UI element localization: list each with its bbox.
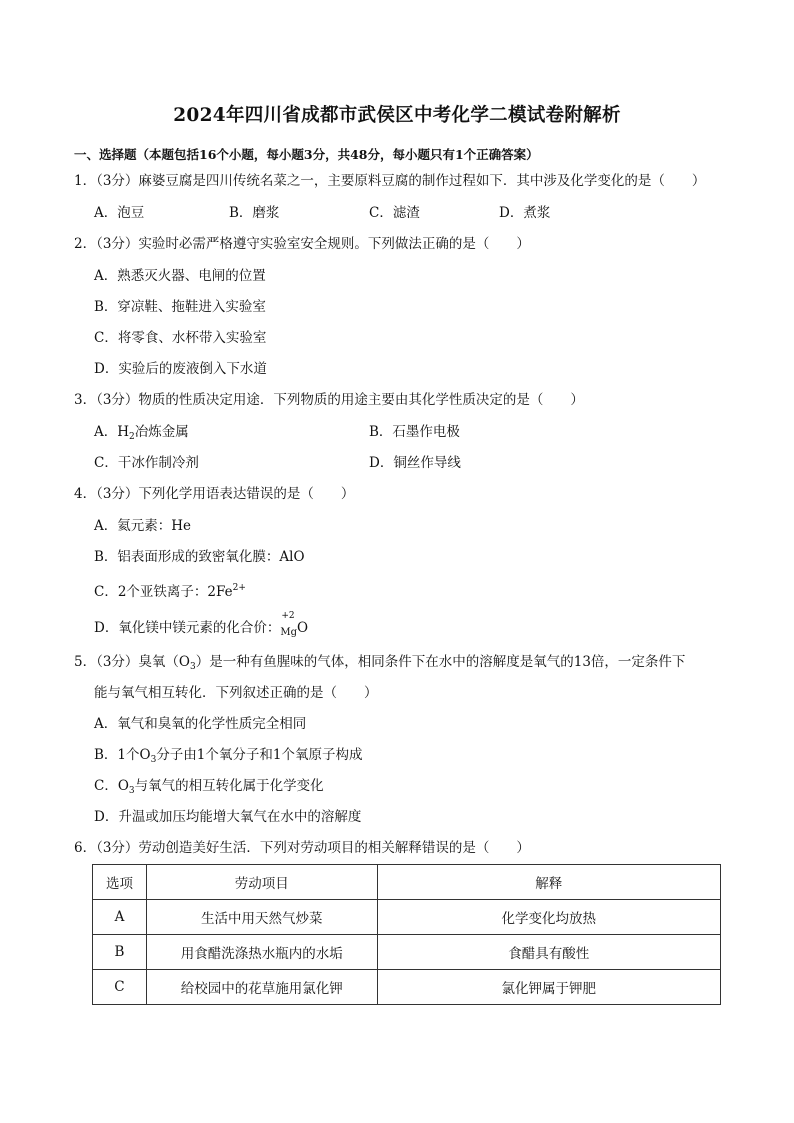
table-cell: A xyxy=(93,900,147,935)
question-2-option-d: D．实验后的废液倒入下水道 xyxy=(94,361,267,377)
question-2-option-b: B．穿凉鞋、拖鞋进入实验室 xyxy=(94,299,266,315)
page-title: 2024年四川省成都市武侯区中考化学二模试卷附解析 xyxy=(173,105,621,126)
question-3-option-d: D．铜丝作导线 xyxy=(369,455,461,471)
table-header-cell: 选项 xyxy=(93,865,147,900)
question-3-stem: 3．（3分）物质的性质决定用途．下列物质的用途主要由其化学性质决定的是（ ） xyxy=(74,392,584,408)
question-5-option-a: A．氧气和臭氧的化学性质完全相同 xyxy=(94,716,307,732)
question-5-stem-line2: 能与氧气相互转化．下列叙述正确的是（ ） xyxy=(94,685,378,701)
question-1-option-b: B．磨浆 xyxy=(229,205,280,221)
question-3-option-a: A．$H_2$冶炼金属 xyxy=(94,424,189,442)
question-3-option-c: C．干冰作制冷剂 xyxy=(94,455,199,471)
table-header-cell: 解释 xyxy=(377,865,720,900)
question-4-option-b: B．铝表面形成的致密氧化膜：AlO xyxy=(94,549,305,565)
valence-notation: +2 Mg xyxy=(280,619,297,642)
valence-charge: +2 xyxy=(281,611,295,621)
question-2-stem: 2．（3分）实验时必需严格遵守实验室安全规则。下列做法正确的是（ ） xyxy=(74,236,530,252)
question-5-option-d: D．升温或加压均能增大氧气在水中的溶解度 xyxy=(94,809,362,825)
question-1-stem: 1．（3分）麻婆豆腐是四川传统名菜之一，主要原料豆腐的制作过程如下．其中涉及化学变化的是（ ） xyxy=(74,173,706,189)
table-row xyxy=(93,935,721,970)
table-cell: B xyxy=(93,935,147,970)
question-3-option-b: B．石墨作电极 xyxy=(369,424,460,440)
question-4-option-a: A．氦元素：He xyxy=(94,518,192,534)
question-1-option-a: A．泡豆 xyxy=(94,205,145,221)
question-2-option-a: A．熟悉灭火器、电闸的位置 xyxy=(94,268,266,284)
question-1-option-c: C．滤渣 xyxy=(369,205,420,221)
question-1-option-d: D．煮浆 xyxy=(499,205,551,221)
question-6-stem: 6．（3分）劳动创造美好生活．下列对劳动项目的相关解释错误的是（ ） xyxy=(74,840,530,856)
table-cell: 给校园中的花草施用氯化钾 xyxy=(146,970,377,1005)
question-6-table xyxy=(92,864,721,1005)
table-cell: 生活中用天然气炒菜 xyxy=(146,900,377,935)
table-cell: 食醋具有酸性 xyxy=(377,935,720,970)
question-5-option-c: C．$O_3$与氧气的相互转化属于化学变化 xyxy=(94,778,324,796)
table-header-cell: 劳动项目 xyxy=(146,865,377,900)
table-header-row xyxy=(93,865,721,900)
question-2-option-c: C．将零食、水杯带入实验室 xyxy=(94,330,267,346)
table-cell: C xyxy=(93,970,147,1005)
table-row xyxy=(93,970,721,1005)
table-cell: 化学变化均放热 xyxy=(377,900,720,935)
question-5-option-b: B．1个$O_3$分子由1个氧分子和1个氧原子构成 xyxy=(94,747,363,765)
table-cell: 氯化钾属于钾肥 xyxy=(377,970,720,1005)
table-row xyxy=(93,900,721,935)
table-cell: 用食醋洗涤热水瓶内的水垢 xyxy=(146,935,377,970)
question-4-stem: 4．（3分）下列化学用语表达错误的是（ ） xyxy=(74,486,355,502)
question-4-option-d: D．氧化镁中镁元素的化合价： +2 MgO xyxy=(94,619,308,642)
question-4-option-c: C．2个亚铁离子：$2Fe^{2+}$ xyxy=(94,583,246,600)
question-5-stem: 5．（3分）臭氧$(O_3)$是一种有鱼腥味的气体，相同条件下在水中的溶解度是氧气的13倍，一定条件下 xyxy=(74,654,686,672)
section-heading: 一、选择题（本题包括16个小题，每小题3分，共48分，每小题只有1个正确答案） xyxy=(74,147,539,162)
